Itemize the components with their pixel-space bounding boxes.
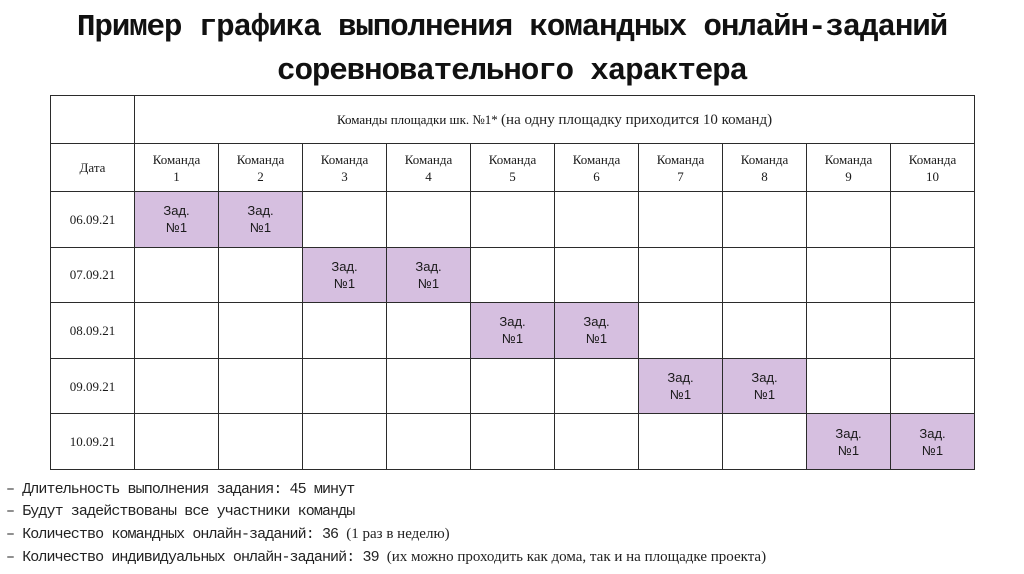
team-header-word: Команда: [908, 151, 957, 167]
empty-cell: [387, 358, 471, 414]
table-row: [51, 414, 975, 470]
note-detail: (их можно проходить как дома, так и на площадке проекта): [386, 549, 767, 565]
schedule-table: [50, 95, 975, 470]
teams-caption-note: (на одну площадку приходится 10 команд): [501, 111, 773, 128]
task-number: №1: [921, 442, 944, 458]
task-label: Зад.: [751, 370, 778, 386]
task-label: Зад.: [415, 258, 442, 274]
empty-cell: [135, 303, 219, 359]
empty-cell: [891, 247, 975, 303]
empty-cell: [555, 247, 639, 303]
empty-cell: [639, 303, 723, 359]
header-row: [51, 144, 975, 192]
empty-cell: [303, 192, 387, 248]
empty-cell: [135, 247, 219, 303]
empty-cell: [303, 303, 387, 359]
note-line: [6, 479, 1018, 501]
task-number: №1: [501, 331, 524, 347]
empty-cell: [639, 192, 723, 248]
page-title: [0, 6, 1024, 94]
empty-cell: [219, 358, 303, 414]
team-header-word: Команда: [740, 151, 789, 167]
team-header-word: Команда: [152, 151, 201, 167]
table-row: [51, 247, 975, 303]
empty-cell: [807, 192, 891, 248]
team-header-word: Команда: [572, 151, 621, 167]
date-cell: 08.09.21: [51, 303, 135, 359]
team-header-word: Команда: [236, 151, 285, 167]
note-text: – Количество командных онлайн-заданий: 36: [6, 526, 347, 543]
empty-cell: [135, 414, 219, 470]
task-cell: [639, 358, 723, 414]
task-number: №1: [837, 442, 860, 458]
note-line: [6, 523, 1018, 546]
task-cell: [471, 303, 555, 359]
task-label: Зад.: [247, 203, 274, 219]
empty-cell: [219, 414, 303, 470]
title-line-1: Пример графика выполнения командных онлайн-заданий: [76, 10, 948, 45]
team-header-word: Команда: [824, 151, 873, 167]
corner-cell: [51, 96, 135, 144]
table-row: [51, 192, 975, 248]
team-header-3: [303, 144, 387, 192]
empty-cell: [723, 192, 807, 248]
task-cell: [219, 192, 303, 248]
empty-cell: [891, 358, 975, 414]
team-header-word: Команда: [404, 151, 453, 167]
empty-cell: [471, 414, 555, 470]
empty-cell: [471, 192, 555, 248]
team-header-number: 5: [509, 168, 516, 184]
date-cell: 09.09.21: [51, 358, 135, 414]
empty-cell: [303, 358, 387, 414]
task-cell: [135, 192, 219, 248]
team-header-number: 6: [593, 168, 600, 184]
empty-cell: [387, 303, 471, 359]
task-cell: [891, 414, 975, 470]
note-line: [6, 501, 1018, 523]
empty-cell: [471, 358, 555, 414]
table-row: [51, 303, 975, 359]
team-header-10: [891, 144, 975, 192]
task-label: Зад.: [331, 258, 358, 274]
note-text: – Количество индивидуальных онлайн-заданий: 39: [6, 549, 387, 566]
note-text: – Длительность выполнения задания: 45 минут: [6, 481, 355, 498]
empty-cell: [387, 192, 471, 248]
empty-cell: [891, 303, 975, 359]
note-text: – Будут задействованы все участники команды: [6, 503, 355, 520]
note-line: [6, 546, 1018, 569]
caption-row: [51, 96, 975, 144]
task-number: №1: [249, 220, 272, 236]
team-header-2: [219, 144, 303, 192]
team-header-5: [471, 144, 555, 192]
task-label: Зад.: [835, 425, 862, 441]
empty-cell: [219, 303, 303, 359]
table-row: [51, 358, 975, 414]
team-header-word: Команда: [488, 151, 537, 167]
empty-cell: [639, 414, 723, 470]
task-label: Зад.: [583, 314, 610, 330]
empty-cell: [555, 192, 639, 248]
empty-cell: [135, 358, 219, 414]
team-header-7: [639, 144, 723, 192]
team-header-number: 8: [761, 168, 768, 184]
empty-cell: [723, 303, 807, 359]
empty-cell: [303, 414, 387, 470]
team-header-number: 9: [845, 168, 852, 184]
team-header-number: 4: [425, 168, 432, 184]
task-number: №1: [669, 387, 692, 403]
notes-list: [6, 479, 1018, 569]
title-line-2: соревновательного характера: [277, 54, 747, 89]
teams-caption-main: Команды площадки шк. №1*: [336, 111, 498, 127]
empty-cell: [807, 303, 891, 359]
empty-cell: [555, 414, 639, 470]
task-number: №1: [753, 387, 776, 403]
team-header-number: 1: [173, 168, 180, 184]
team-header-9: [807, 144, 891, 192]
date-cell: 10.09.21: [51, 414, 135, 470]
task-cell: [807, 414, 891, 470]
date-cell: 06.09.21: [51, 192, 135, 248]
task-label: Зад.: [499, 314, 526, 330]
team-header-1: [135, 144, 219, 192]
empty-cell: [723, 247, 807, 303]
team-header-number: 3: [341, 168, 348, 184]
empty-cell: [219, 247, 303, 303]
date-cell: 07.09.21: [51, 247, 135, 303]
task-cell: [723, 358, 807, 414]
note-detail: (1 раз в неделю): [346, 526, 450, 542]
task-label: Зад.: [163, 203, 190, 219]
empty-cell: [807, 358, 891, 414]
empty-cell: [891, 192, 975, 248]
team-header-number: 2: [257, 168, 264, 184]
team-header-word: Команда: [656, 151, 705, 167]
empty-cell: [387, 414, 471, 470]
empty-cell: [807, 247, 891, 303]
date-column-header: Дата: [51, 144, 135, 192]
task-number: №1: [585, 331, 608, 347]
task-label: Зад.: [667, 370, 694, 386]
empty-cell: [555, 358, 639, 414]
task-cell: [303, 247, 387, 303]
empty-cell: [471, 247, 555, 303]
team-header-number: 7: [677, 168, 684, 184]
task-number: №1: [333, 275, 356, 291]
empty-cell: [723, 414, 807, 470]
team-header-number: 10: [926, 168, 940, 184]
task-label: Зад.: [919, 425, 946, 441]
empty-cell: [639, 247, 723, 303]
team-header-4: [387, 144, 471, 192]
team-header-6: [555, 144, 639, 192]
team-header-word: Команда: [320, 151, 369, 167]
task-cell: [387, 247, 471, 303]
teams-caption: [135, 96, 975, 144]
task-number: №1: [165, 220, 188, 236]
task-number: №1: [417, 275, 440, 291]
task-cell: [555, 303, 639, 359]
team-header-8: [723, 144, 807, 192]
